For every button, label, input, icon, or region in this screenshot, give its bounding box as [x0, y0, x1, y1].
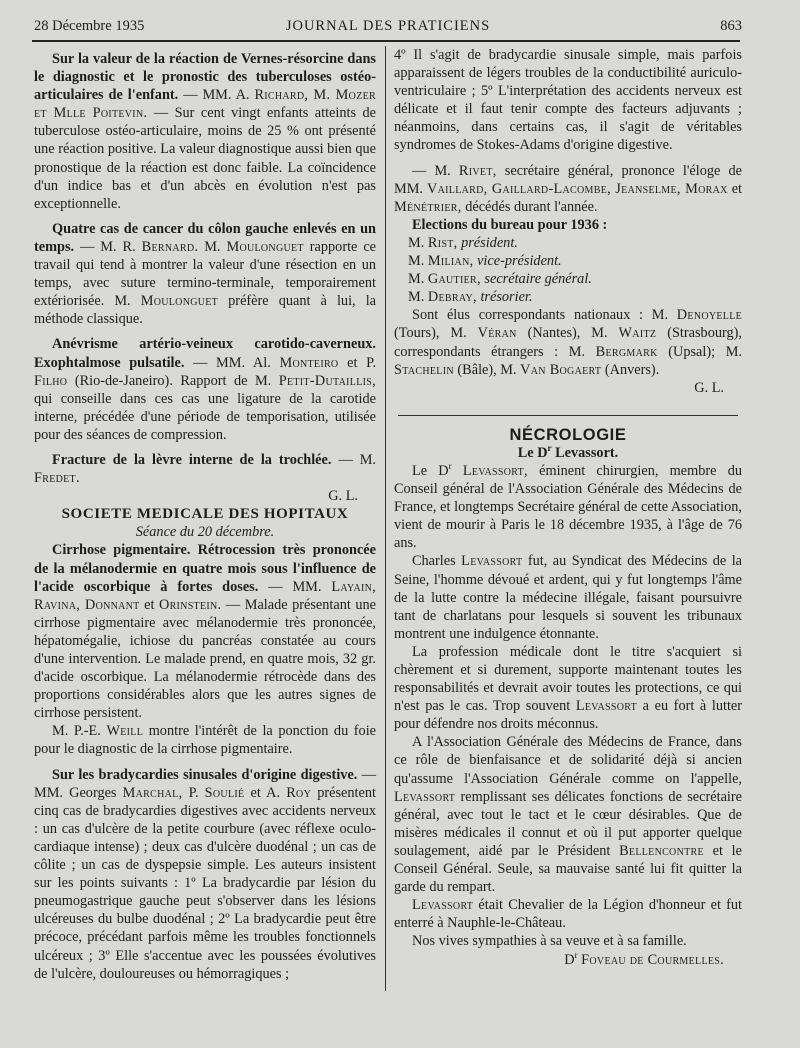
person-name: Levassort — [461, 553, 523, 570]
necro-paragraph-2 — [394, 552, 742, 642]
correspondants — [394, 306, 742, 378]
entry-text: et P. — [347, 354, 377, 371]
page-number: 863 — [720, 18, 742, 34]
officer-secretary — [394, 270, 742, 288]
entry-text: secrétaire général, prononce l'éloge de MM. — [394, 162, 743, 197]
entry-dash: — M. — [412, 162, 451, 179]
person-name: Levassort — [394, 788, 456, 805]
entry-authors: Richard, M. Mozer et Mlle Poitevin. — [34, 87, 376, 122]
necro-paragraph-1 — [394, 462, 742, 552]
entry-body: éminent chirurgien, membre du Conseil général de l'Association Générale des Médecins de France, et longtemps Secrétaire général de cette Association, vient de mourir à Paris le 18 décembre 1935, à l'âge de 76 ans. — [394, 462, 743, 552]
officer-prefix: M. — [408, 253, 425, 270]
entry-text: et — [144, 596, 155, 613]
entry-body: rapporte ce travail qui tend à montrer la valeur d'une résection en un temps, avec suture termino-terminale, temporairement extériorisée. M. — [34, 238, 377, 310]
correspondant-name: Bergmark — [595, 343, 658, 360]
officer-treasurer — [394, 288, 742, 306]
entry-text: et A. — [250, 784, 281, 801]
entry-text: M. — [204, 238, 221, 255]
officer-name: Gautier, — [427, 271, 481, 288]
officer-name: Rist, — [427, 234, 458, 251]
entry-text: M. P.-E. — [52, 723, 101, 740]
correspondant-name: Denoyelle — [676, 307, 743, 324]
entry-trochlee — [34, 451, 376, 487]
correspondant-name: Stachelin — [394, 361, 454, 378]
entry-author: Moulonguet — [140, 293, 219, 310]
person-name: Bellencontre — [619, 842, 704, 859]
signature-gl-1: G. L. — [328, 488, 358, 505]
entry-title: Quatre cas de cancer du côlon gauche enlevés en un temps. — [34, 220, 376, 255]
section-title-hopitaux: SOCIETE MEDICALE DES HOPITAUX — [61, 506, 349, 523]
entry-title: Sur les bradycardies sinusales d'origine digestive. — [52, 766, 358, 783]
entry-bradycardies — [34, 766, 376, 983]
page-header — [32, 14, 744, 40]
entry-body: A l'Association Générale des Médecins de France, dans ce rôle de bienfaisance et de solidarité déjà si ancien qu'assume l'Association Générale comme on l'appelle, — [394, 734, 742, 787]
necro-paragraph-3 — [394, 643, 742, 733]
correspondant-name: Véran — [477, 325, 517, 342]
entry-author: Marchal, — [122, 784, 183, 801]
entry-text: (Upsal); M. — [668, 343, 742, 360]
entry-author: Filho — [34, 372, 68, 389]
person-name: Levassort, — [462, 462, 528, 479]
entry-text: (Anvers). — [604, 361, 660, 378]
entry-author: Rivet, — [458, 162, 497, 179]
entry-dash: — MM. — [268, 578, 322, 595]
signature-name: Foveau de Courmelles. — [581, 951, 724, 968]
entry-author: Ménétrier, — [394, 198, 462, 215]
entry-vernes — [34, 50, 376, 213]
necrologie-section — [398, 415, 738, 462]
entry-body: présentent cinq cas de bradycardies digestives avec accidents nerveux : un cas d'ulcère de la petite courbure (avec réflexe oculo-cardiaque intense) ; deux cas d'ulcère duodénal ; un cas de côlite ; un cas de dyspepsie simple. Les auteurs insistent sur les points suivants : 1º La bradycardie par lésion du pneumogastrique gauche peut s'observer dans les lésions ulcéreuses du bulbe duodénal ; 2º La bradycardie peut être précoce, précédant parfois même les troubles fonctionnels ulcéreux ; 3º Elle s'accentue avec les poussées évolutives de l'ulcère, douloureuses ou hémorragiques ; — [34, 784, 376, 982]
subtitle-sup: r — [547, 443, 552, 454]
entry-body: montre l'intérêt de la ponction du foie pour le diagnostic de la cirrhose pigmentaire. — [34, 723, 377, 758]
entry-body: a eu fort à lutter pour défendre nos droits méconnus. — [394, 698, 743, 733]
officer-prefix: M. — [408, 289, 425, 306]
entry-title: Fracture de la lèvre interne de la trochlée. — [52, 451, 332, 468]
entry-author: Moulonguet — [226, 238, 304, 255]
entry-text: (Tours), M. — [394, 325, 467, 342]
right-column — [394, 46, 742, 969]
entry-body: — Malade présentant une cirrhose pigmentaire avec mélanodermie très prononcée, hépatomégalie, ichiose du pancréas constatée au cours d'une intervention. Le malade prend, en quatre mois, 32 gr. d'acide oscorbique. La mélanodermie rétrocède dans des proportions considérables alors que les autres signes de cirrhose persistent. — [34, 596, 377, 722]
column-divider — [385, 46, 386, 991]
person-name: Levassort — [575, 698, 638, 715]
signature-prefix: D — [564, 951, 575, 968]
entry-author: Bernard. — [141, 238, 199, 255]
entry-text: (Nantes), M. — [527, 325, 608, 342]
entry-title: Cirrhose pigmentaire. Rétrocession très prononcée de la mélanodermie en quatre mois sous l'influence de l'acide oscorbique à fortes doses. — [34, 542, 376, 595]
officer-role: vice-président. — [477, 253, 562, 270]
officer-role: président. — [461, 234, 518, 251]
entry-body: — Sur cent vingt enfants atteints de tuberculose ostéo-articulaire, moins de 25 % ont présenté une réaction positive. La valeur diagnostique aussi bien que pronostique de la réaction est donc faible. La coïncidence d'un indice bas et d'un abcès en évolution n'est pas exceptionnelle. — [34, 105, 376, 212]
entry-dash: — MM. Al. — [193, 354, 271, 371]
officer-name: Milian, — [427, 253, 474, 270]
entry-text: Charles — [412, 553, 456, 570]
entry-author: Monteiro — [279, 354, 339, 371]
entry-sup: r — [448, 461, 452, 472]
entry-title: Sur la valeur de la réaction de Vernes-résorcine dans le diagnostic et le pronostic des tuberculoses ostéo-articulaires de l'enfant. — [34, 51, 376, 104]
entry-text: (Strasbourg), correspondants étrangers : M. — [394, 325, 742, 360]
signature-foveau — [394, 951, 742, 969]
entry-dash: — M. — [338, 451, 376, 468]
necrologie-title: NÉCROLOGIE — [509, 425, 627, 444]
necro-paragraph-4 — [394, 733, 742, 896]
officer-role: secrétaire général. — [484, 271, 592, 288]
signature-sup: r — [574, 949, 578, 960]
header-rule — [32, 40, 740, 42]
correspondant-name: Van Bogaert — [520, 361, 602, 378]
entry-body: La profession médicale dont le titre s'acquiert si chèrement et si durement, supporte maintenant toutes les responsabilités et devrait avoir toutes les protections, ce qui n'est pas le cas. Trop souvent — [394, 643, 742, 715]
entry-body: était Chevalier de la Légion d'honneur et fut enterré à Nauphle-le-Château. — [394, 897, 742, 932]
officer-president — [394, 234, 742, 252]
entry-author: Orinstein. — [158, 596, 222, 613]
entry-body: (Rio-de-Janeiro). Rapport de M. — [74, 372, 272, 389]
necrologie-subtitle — [398, 444, 738, 462]
necro-paragraph-6: Nos vives sympathies à sa veuve et à sa famille. — [412, 933, 687, 950]
officer-vice-president — [394, 252, 742, 270]
entry-dash: — MM. Georges — [34, 766, 376, 801]
entry-author: Petit-Dutaillis, — [278, 372, 376, 389]
entry-authors: Layain, Ravina, Donnant — [34, 578, 376, 613]
correspondant-name: Waitz — [618, 325, 657, 342]
entry-author: Fredet. — [34, 470, 80, 487]
necro-paragraph-5 — [394, 896, 742, 932]
entry-text: P. — [188, 784, 199, 801]
entry-body: remplissant ses délicates fonctions de secrétaire général, avec tout le tact et le cœur désirables. Que de misères médicales il connut et où il put apporter quelque soulagement, aidé par le Président — [394, 788, 743, 859]
officer-prefix: M. — [408, 271, 425, 288]
entry-cirrhose — [34, 541, 376, 722]
entry-author: Weill — [106, 723, 144, 740]
entry-dash: — M. R. — [80, 238, 136, 255]
entry-body: fut, au Syndicat des Médecins de la Seine, l'homme dévoué et ardent, qui y fut longtemps l'âme de la lutte contre la médecine illégale, faisant poursuivre tant de charlatans pour lesquels si souvent les tribunaux montrent une indulgence étonnante. — [394, 553, 743, 642]
subtitle-name: Levassort. — [555, 444, 619, 461]
header-date: 28 Décembre 1935 — [34, 18, 145, 34]
entry-body: préfère quant à lui, la méthode classique. — [34, 293, 377, 328]
entry-text: Sont élus correspondants nationaux : M. — [412, 307, 669, 324]
rivet-eloge — [394, 162, 742, 216]
entry-names: Vaillard, Gaillard-Lacombe, Jeanselme, Morax — [427, 180, 728, 197]
subtitle-prefix: Le D — [517, 444, 548, 461]
entry-weill — [34, 722, 376, 758]
person-name: Levassort — [412, 897, 474, 914]
officer-prefix: M. — [408, 234, 425, 251]
bradycardies-continued: 4º Il s'agit de bradycardie sinusale simple, mais parfois apparaissent de légers troubles de la conductibilité auriculo-ventriculaire ; 5º L'interprétation des accidents nerveux est délicate et il faut tenir compte des facteurs adjuvants ; néanmoins, dans certains cas, il s'agit de véritables syndromes de Stokes-Adams d'origine digestive. — [394, 47, 742, 154]
left-column — [34, 50, 376, 983]
entry-body: qui conseille dans ces cas une ligature de la carotide interne, précédée d'une période de temporisation, utilisée pour des séances de compression. — [34, 390, 376, 443]
officer-role: trésorier. — [480, 289, 533, 306]
elections-title: Elections du bureau pour 1936 : — [412, 216, 608, 233]
signature-gl-2: G. L. — [694, 379, 724, 396]
entry-author: Soulié — [204, 784, 245, 801]
entry-author: Roy — [286, 784, 312, 801]
entry-dash: — MM. A. — [183, 87, 250, 104]
officer-name: Debray, — [427, 289, 477, 306]
entry-text: Le D — [412, 462, 449, 479]
entry-title: Anévrisme artério-veineux carotido-caverneux. Exophtalmose pulsatile. — [34, 336, 376, 371]
entry-body: et le Conseil Général. Seule, sa mauvaise santé lui fit quitter la garde du rempart. — [394, 842, 742, 896]
entry-text: (Bâle), M. — [457, 361, 517, 378]
journal-title: JOURNAL DES PRATICIENS — [285, 18, 491, 34]
entry-anevrisme — [34, 335, 376, 444]
seance-date: Séance du 20 décembre. — [135, 524, 275, 541]
entry-colon-cancer — [34, 220, 376, 329]
entry-body: décédés durant l'année. — [465, 198, 598, 215]
entry-text: et — [731, 180, 743, 197]
